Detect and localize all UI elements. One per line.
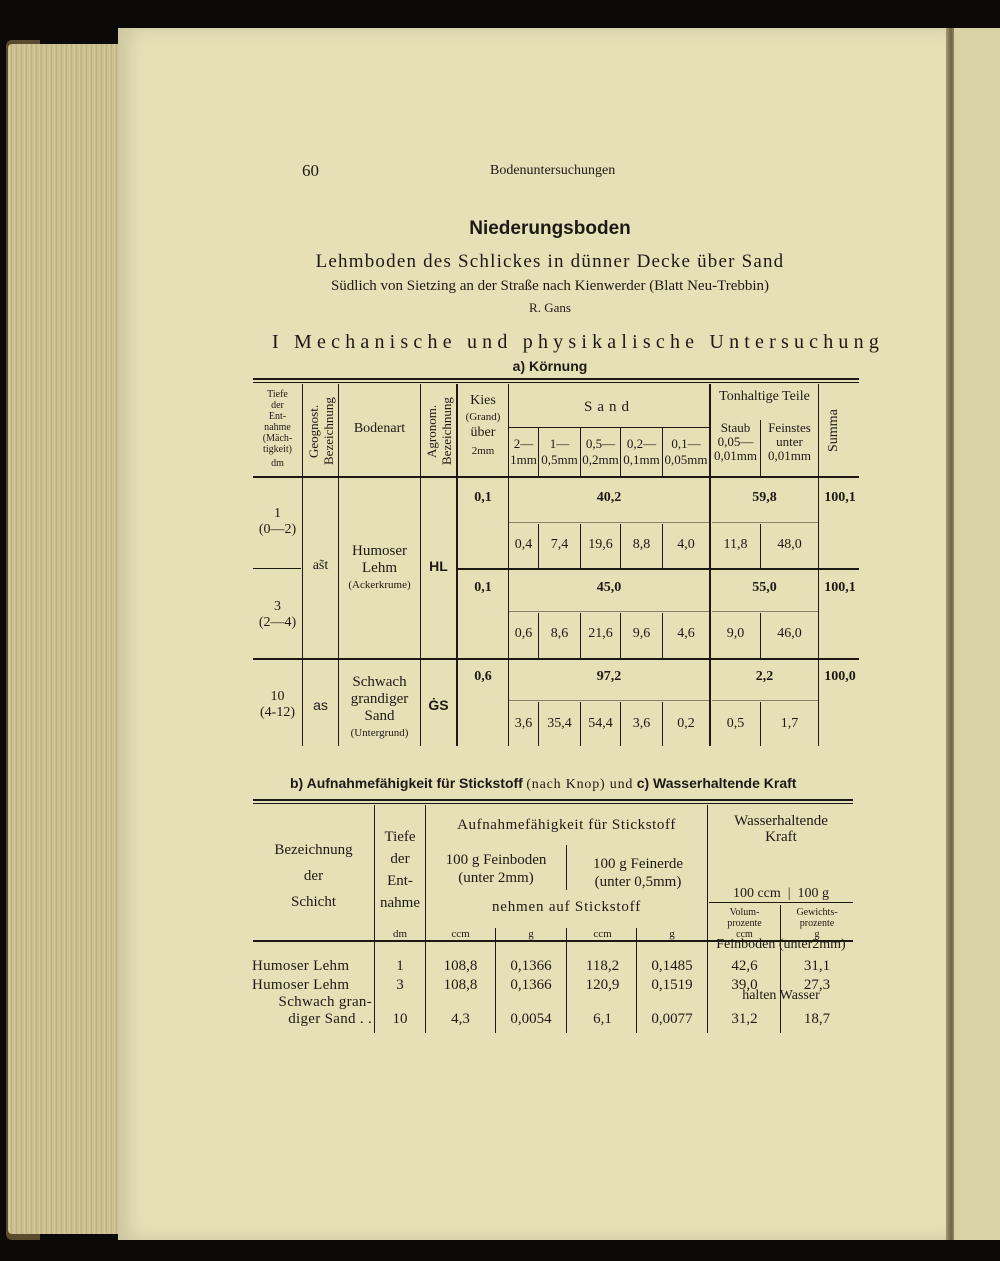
header-text: 100 g Feinboden <box>445 852 547 868</box>
sand-total: 97,2 <box>596 669 622 684</box>
page-stack-edge <box>8 44 120 1234</box>
header-text: Schicht <box>291 894 336 910</box>
tiefe-value: 10 <box>270 689 285 704</box>
table-a-top-rule-2 <box>253 382 859 383</box>
sand-value: 8,6 <box>550 626 569 641</box>
sand-value: 4,6 <box>677 626 695 641</box>
sand-value: 8,8 <box>632 537 651 552</box>
table-b-top-rule <box>253 799 853 801</box>
cell-value: 118,2 <box>585 958 620 974</box>
sand-value: 0,4 <box>514 537 533 552</box>
subsection-a-heading: a) Körnung <box>512 358 588 374</box>
header-text: nahme <box>380 895 420 911</box>
sand-value: 0,6 <box>514 626 533 641</box>
header-text: Tiefe <box>384 829 416 845</box>
header-bodenart: Bodenart <box>353 421 406 436</box>
author: R. Gans <box>529 300 571 315</box>
header-text: halten Wasser <box>742 988 820 1003</box>
sand-value: 3,6 <box>632 716 651 731</box>
sand-total: 40,2 <box>596 490 622 505</box>
cell-value: 0,1519 <box>651 977 693 993</box>
ton-value: 9,0 <box>726 626 745 641</box>
subtotal-rule <box>712 522 818 523</box>
subtotal-rule <box>712 700 818 701</box>
cell-value: 108,8 <box>443 958 478 974</box>
header-wasser <box>708 813 854 845</box>
header-geognost: Geognost. Bezeichnung <box>306 397 336 465</box>
bodenart-text: Schwach <box>352 674 407 690</box>
cell-value: 108,8 <box>443 977 478 993</box>
header-text: der <box>303 868 324 884</box>
bodenart-text: grandiger <box>350 691 409 707</box>
header-text: Tiefe <box>267 389 288 400</box>
sand-value: 19,6 <box>588 537 613 552</box>
header-feinboden <box>426 851 566 887</box>
header-text: prozente <box>799 918 835 929</box>
cell-value: 0,0054 <box>510 1011 552 1027</box>
header-text: der <box>390 851 410 867</box>
header-text: tigkeit) <box>263 444 292 455</box>
header-nehmen: nehmen auf Stickstoff <box>492 899 641 915</box>
ton-value: 48,0 <box>777 537 802 552</box>
unit-g: g <box>669 928 675 940</box>
tiefe-row-2 <box>253 599 302 631</box>
sand-total: 45,0 <box>596 580 622 595</box>
agronom-group-2: ĠS <box>428 697 449 713</box>
bodenart-group-2 <box>339 674 420 739</box>
row-rule <box>253 568 301 569</box>
header-text: Gewichts- <box>796 907 838 918</box>
running-title: Bodenuntersuchungen <box>490 163 616 178</box>
section-bc-heading <box>290 775 796 793</box>
cell-value: 0,1485 <box>651 958 693 974</box>
header-text: 100 g Feinerde <box>593 856 683 872</box>
sand-value: 3,6 <box>514 716 533 731</box>
header-text: Wasserhaltende <box>734 813 828 829</box>
header-text: Ent- <box>268 411 287 422</box>
unit-ccm: ccm <box>451 928 470 940</box>
ton-value: 1,7 <box>780 716 799 731</box>
header-text: Kies <box>470 393 496 408</box>
tiefe-value: 3 <box>396 977 404 993</box>
tiefe-row-1 <box>253 506 302 538</box>
row-rule <box>253 658 859 660</box>
header-gewicht <box>781 907 853 940</box>
page-number: 60 <box>302 161 319 180</box>
summa-value: 100,0 <box>824 669 856 684</box>
header-tonhaltige: Tonhaltige Teile <box>719 389 810 404</box>
kies-value: 0,6 <box>474 669 492 684</box>
header-text: (Grand) <box>465 411 501 423</box>
sand-subheader: 1— 0,5mm <box>541 436 578 467</box>
header-summa: Summa <box>826 409 841 453</box>
header-text: der <box>271 400 284 411</box>
row-label: Humoser Lehm <box>252 958 350 974</box>
sand-subheader: 2— 1mm <box>510 436 537 467</box>
header-kies <box>458 393 508 457</box>
summa-value: 100,1 <box>824 580 856 595</box>
header-text: g <box>814 929 820 940</box>
tiefe-value: 10 <box>392 1011 408 1027</box>
cell-value: 31,1 <box>803 958 831 974</box>
col-divider <box>425 805 426 1033</box>
sand-subheader: 0,2— 0,1mm <box>623 436 660 467</box>
header-text: Kraft <box>765 829 797 845</box>
header-text: 100 ccm | 100 g <box>732 886 830 901</box>
subtitle: Lehmboden des Schlickes in dünner Decke über Sand <box>315 251 785 272</box>
row-rule <box>457 568 859 570</box>
sand-value: 4,0 <box>677 537 695 552</box>
col-divider <box>818 384 819 746</box>
header-aufnahme: Aufnahmefähigkeit für Stickstoff <box>457 817 676 833</box>
cell-value: 31,2 <box>731 1011 758 1027</box>
header-text: Feinboden (unter2mm) <box>716 937 846 952</box>
cell-value: 120,9 <box>585 977 620 993</box>
cell-value: 42,6 <box>731 958 758 974</box>
heading-b: b) Aufnahmefähigkeit für Stickstoff <box>290 775 523 791</box>
header-bezeichnung <box>253 837 374 915</box>
table-a-header-rule <box>253 476 859 478</box>
ton-value: 11,8 <box>723 537 748 552</box>
subtotal-rule <box>509 522 709 523</box>
tiefe-value: 3 <box>274 599 281 614</box>
heading-c: c) Wasserhaltende Kraft <box>636 775 797 791</box>
subtotal-rule <box>509 700 709 701</box>
geognost-group-2: as <box>313 697 328 713</box>
tiefe-range: (0—2) <box>258 522 297 537</box>
header-text: über <box>470 425 496 440</box>
tiefe-range: (4-12) <box>260 705 295 720</box>
sand-value: 0,2 <box>677 716 695 731</box>
sand-value: 54,4 <box>588 716 613 731</box>
header-text: (unter 2mm) <box>458 870 534 886</box>
table-a-top-rule <box>253 378 859 380</box>
tiefe-value: 1 <box>274 506 281 521</box>
bodenart-group-1 <box>339 543 420 591</box>
kies-value: 0,1 <box>474 580 492 595</box>
unit-ccm: ccm <box>593 928 612 940</box>
bodenart-note: (Untergrund) <box>350 727 409 739</box>
cell-value: 0,0077 <box>651 1011 693 1027</box>
ton-total: 59,8 <box>752 490 777 505</box>
cell-value: 6,1 <box>593 1011 612 1027</box>
header-text: nahme <box>264 422 291 433</box>
facing-page-edge <box>954 28 1000 1240</box>
ton-value: 0,5 <box>726 716 745 731</box>
sand-subheader: 0,5— 0,2mm <box>582 436 619 467</box>
header-text: Volum- <box>729 907 760 918</box>
geognost-group-1: as̃t <box>312 558 329 573</box>
header-text: prozente <box>727 918 762 929</box>
ton-value: 46,0 <box>777 626 802 641</box>
header-text: (unter 0,5mm) <box>594 874 682 890</box>
header-volum <box>709 907 780 940</box>
header-tiefe <box>253 389 302 469</box>
row-label: Schwach gran- diger Sand . . <box>278 994 372 1027</box>
cell-value: 0,1366 <box>510 958 552 974</box>
cell-value: 39,0 <box>731 977 758 993</box>
sand-value: 21,6 <box>588 626 613 641</box>
cell-value: 18,7 <box>803 1011 831 1027</box>
sand-value: 9,6 <box>632 626 651 641</box>
header-text: (Mäch- <box>262 433 293 444</box>
kies-value: 0,1 <box>474 490 492 505</box>
header-tiefe-b <box>375 826 425 914</box>
tiefe-value: 1 <box>396 958 404 974</box>
header-text: 2mm <box>471 445 495 457</box>
summa-value: 100,1 <box>824 490 856 505</box>
sand-value: 35,4 <box>547 716 572 731</box>
sand-subheader-rule <box>509 427 709 428</box>
bodenart-text: Lehm <box>362 560 397 576</box>
bodenart-note: (Ackerkrume) <box>348 579 411 591</box>
header-agronom: Agronom. Bezeichnung <box>424 397 454 465</box>
ton-subheader: Staub 0,05— 0,01mm <box>714 420 757 463</box>
subtotal-rule <box>509 611 709 612</box>
row-label: Humoser Lehm <box>252 977 350 993</box>
header-sand: Sand <box>584 399 634 415</box>
location-line: Südlich von Sietzing an der Straße nach Kienwerder (Blatt Neu-Trebbin) <box>330 278 770 294</box>
main-title: Niederungsboden <box>469 218 631 239</box>
table-b-top-rule-2 <box>253 803 853 804</box>
heading-b-note: (nach Knop) und <box>526 777 634 792</box>
header-feinerde <box>569 855 707 891</box>
header-text: ccm <box>736 929 753 940</box>
ton-total: 55,0 <box>752 580 777 595</box>
sand-subheader: 0,1— 0,05mm <box>664 436 708 467</box>
cell-value: 27,3 <box>803 977 831 993</box>
ton-subheader: Feinstes unter 0,01mm <box>768 420 811 463</box>
cell-value: 4,3 <box>451 1011 470 1027</box>
tiefe-row-3 <box>253 689 302 721</box>
bodenart-text: Sand <box>364 708 395 724</box>
unit-g: g <box>528 928 534 940</box>
header-text: Bezeichnung <box>274 842 353 858</box>
tiefe-range: (2—4) <box>258 615 297 630</box>
header-unit: dm <box>271 458 284 469</box>
subtotal-rule <box>712 611 818 612</box>
header-text: Ent- <box>387 873 413 889</box>
header-wasser-sub <box>708 851 854 1038</box>
ton-total: 2,2 <box>755 669 774 684</box>
sand-value: 7,4 <box>550 537 569 552</box>
cell-value: 0,1366 <box>510 977 552 993</box>
bodenart-text: Humoser <box>352 543 407 559</box>
agronom-group-1: HL <box>429 558 448 574</box>
section-heading: I Mechanische und physikalische Untersuchung <box>272 331 885 353</box>
unit-dm: dm <box>392 928 408 940</box>
